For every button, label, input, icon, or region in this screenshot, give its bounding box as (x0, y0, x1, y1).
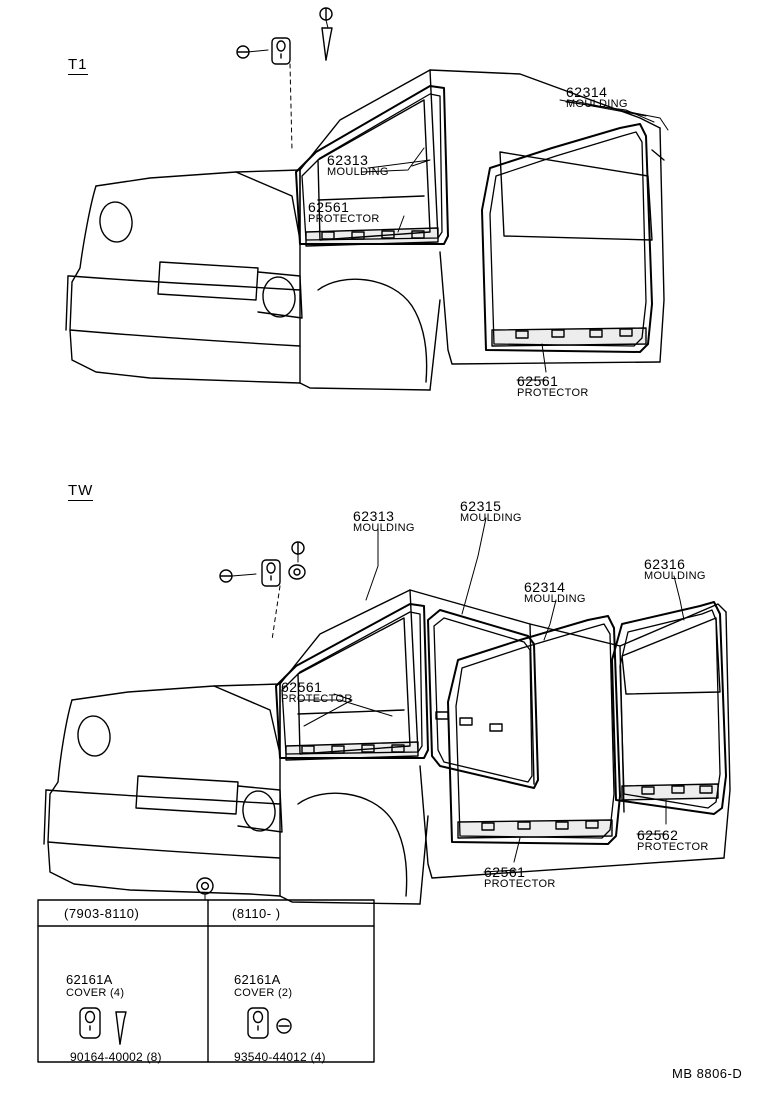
callout-62562-protector-tw: 62562 PROTECTOR (637, 827, 709, 853)
table-header-range-2: (8110- ) (232, 906, 281, 921)
callout-62561-protector-t1-rear: 62561 PROTECTOR (517, 373, 589, 399)
callout-62314-moulding-tw: 62314 MOULDING (524, 579, 586, 605)
callout-62316-moulding-tw: 62316 MOULDING (644, 556, 706, 582)
table-cell-cover-2: 62161A COVER (2) (234, 972, 293, 999)
callout-62561-protector-tw-front: 62561 PROTECTOR (281, 679, 353, 705)
table-header-range-1: (7903-8110) (64, 906, 140, 921)
callout-62315-moulding-tw: 62315 MOULDING (460, 498, 522, 524)
section-label-t1: T1 (68, 56, 88, 73)
table-cell-cover-1: 62161A COVER (4) (66, 972, 125, 999)
section-label-tw: TW (68, 482, 94, 499)
callout-62314-moulding-t1: 62314 MOULDING (566, 84, 628, 110)
callout-62561-protector-tw-rear: 62561 PROTECTOR (484, 864, 556, 890)
callout-62561-protector-t1-front: 62561 PROTECTOR (308, 199, 380, 225)
callout-62313-moulding-tw: 62313 MOULDING (353, 508, 415, 534)
callout-62313-moulding-t1: 62313 MOULDING (327, 152, 389, 178)
sheet-code: MB 8806-D (672, 1066, 743, 1081)
table-part-number-2: 93540-44012 (4) (234, 1050, 326, 1064)
table-part-number-1: 90164-40002 (8) (70, 1050, 162, 1064)
